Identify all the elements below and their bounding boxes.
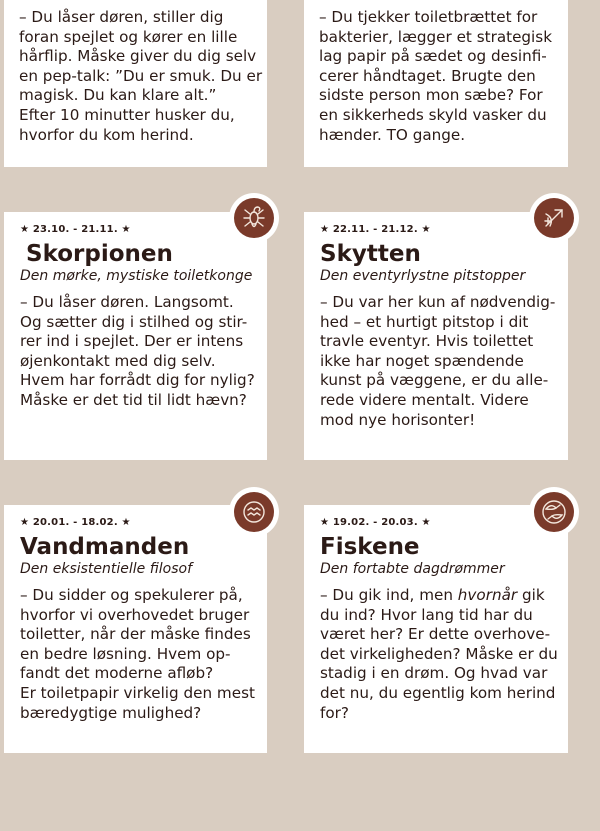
date-range: ★ 19.02. - 20.03. ★ [320, 517, 431, 528]
scorpio-badge [229, 193, 279, 243]
aquarius-badge [229, 487, 279, 537]
sign-subtitle: Den eventyrlystne pitstopper [320, 268, 526, 284]
card-body: – Du låser døren. Langsomt. Og sætter dig i stilhed og stir- rer ind i spejlet. Der er intens øjenkontakt med dig selv. Hvem har forrådt dig for nylig? Måske er det tid til lidt hævn? [20, 293, 255, 409]
date-range: ★ 22.11. - 21.12. ★ [320, 224, 431, 235]
sagittarius-icon [540, 204, 568, 232]
horoscope-card-top-left [4, 0, 267, 167]
sign-subtitle: Den mørke, mystiske toiletkonge [20, 268, 253, 284]
sign-title: Skorpionen [26, 241, 173, 267]
date-range: ★ 20.01. - 18.02. ★ [20, 517, 131, 528]
pisces-icon [540, 498, 568, 526]
card-body-start: – Du gik ind, men [320, 586, 458, 604]
pisces-badge [529, 487, 579, 537]
sign-title: Skytten [320, 241, 421, 267]
horoscope-card-scorpio [4, 212, 267, 460]
aquarius-icon [240, 498, 268, 526]
sign-subtitle: Den eksistentielle filosof [20, 561, 193, 577]
sign-title: Vandmanden [20, 534, 190, 560]
sign-title: Fiskene [320, 534, 420, 560]
card-body: – Du sidder og spekulerer på, hvorfor vi overhovedet bruger toiletter, når der måske findes en bedre løsning. Hvem op- fandt det moderne afløb? Er toiletpapir virkelig den mest bæredygtige mulighed? [20, 586, 255, 722]
card-body-end: gik du ind? Hvor lang tid har du været her? Er dette overhove- det virkeligheden? Måske er du stadig i en drøm. Og hvad var det nu, du egentlig kom herind for? [320, 586, 558, 722]
card-body: – Du låser døren, stiller dig foran spejlet og kører en lille hårflip. Måske giver du dig selv en pep-talk: ”Du er smuk. Du er magisk. Du kan klare alt.” Efter 10 minutter husker du, hvorfor du kom herind. [19, 8, 263, 144]
card-body: – Du tjekker toiletbrættet for bakterier, lægger et strategisk lag papir på sædet og desinfi- cerer håndtaget. Brugte den sidste person mon sæbe? For en sikkerheds skyld vasker du hænder. TO gange. [319, 8, 552, 144]
sign-subtitle: Den fortabte dagdrømmer [320, 561, 505, 577]
sagittarius-badge [529, 193, 579, 243]
horoscope-card-aquarius [4, 505, 267, 753]
horoscope-card-sagittarius [304, 212, 568, 460]
card-body: – Du var her kun af nødvendig- hed – et hurtigt pitstop i dit travle eventyr. Hvis toilettet ikke har noget spændende kunst på væggene, er du alle- rede videre mentalt. Videre mod nye horisonter! [320, 293, 556, 429]
card-body-emphasis: hvornår [457, 586, 518, 604]
horoscope-card-pisces [304, 505, 568, 753]
card-body [320, 586, 568, 723]
horoscope-card-top-right [304, 0, 568, 167]
date-range: ★ 23.10. - 21.11. ★ [20, 224, 131, 235]
scorpio-icon [240, 204, 268, 232]
